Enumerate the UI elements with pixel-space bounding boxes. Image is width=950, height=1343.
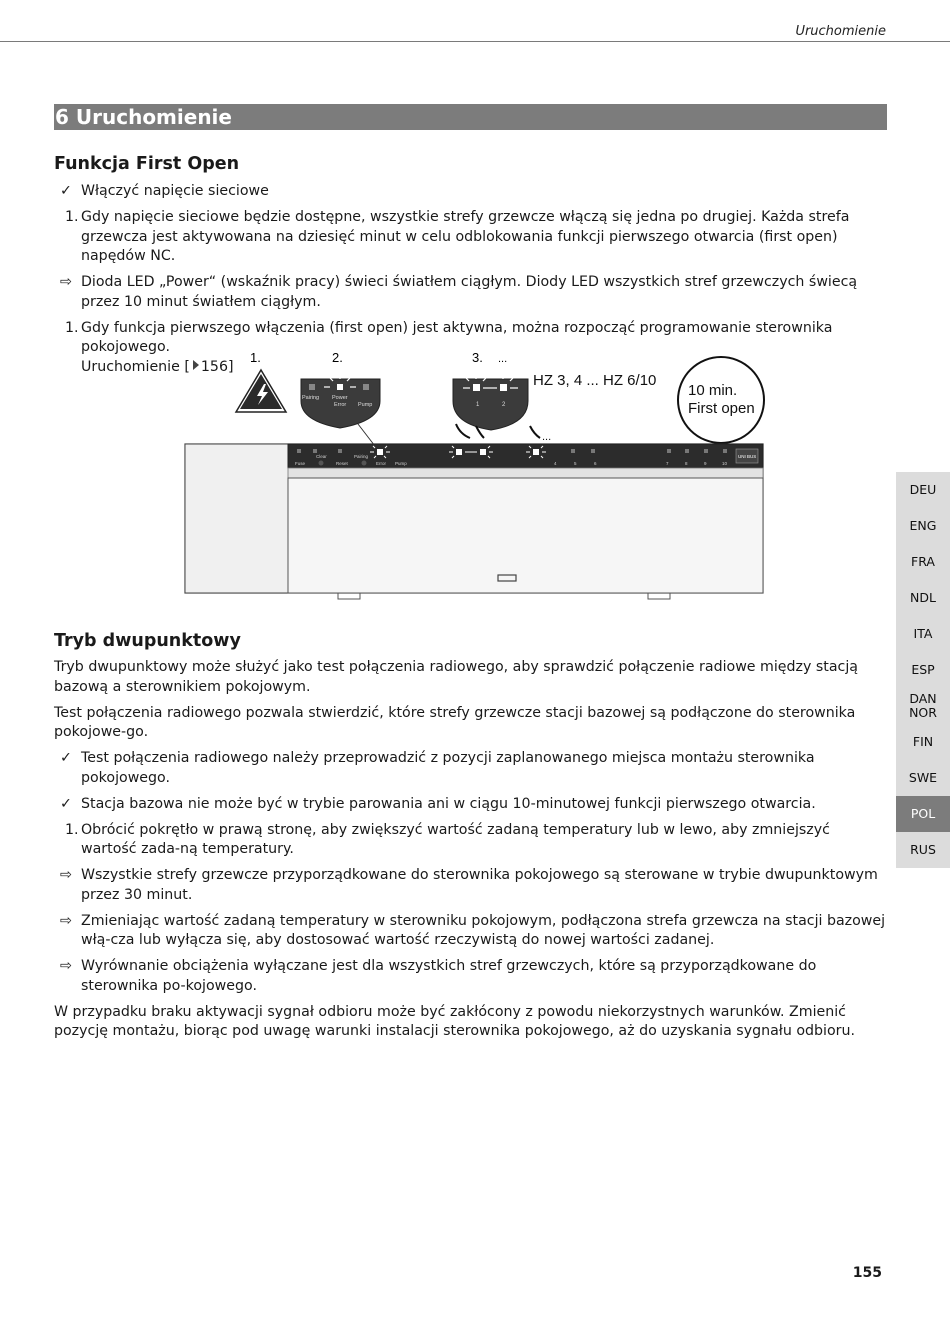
first-open-step2-text: Gdy funkcja pierwszego włączenia (first open) jest aktywna, można rozpocząć programowanie sterownika pokojowego. [81, 319, 833, 355]
step-number: 1. [65, 319, 79, 336]
timer-mode: First open [688, 400, 755, 417]
device-zone-label: 4 [554, 461, 557, 466]
two-point-heading: Tryb dwupunktowy [54, 631, 241, 651]
device-zone-label: 6 [594, 461, 597, 466]
two-point-result-text-3: Wyrównanie obciążenia wyłączane jest dla wszystkich stref grzewczych, które są przyporządkowane do sterownika po-kojowego. [81, 958, 817, 994]
base-station-device [185, 444, 763, 599]
first-open-result-text: Dioda LED „Power“ (wskaźnik pracy) świeci światłem ciągłym. Diody LED wszystkich stref grzewczych świecą przez 10 minut światłem ciągłym. [81, 274, 858, 310]
result-arrow-icon: ⇨ [60, 958, 72, 974]
two-point-result-item [54, 866, 889, 905]
step-number: 1. [65, 821, 79, 838]
first-open-heading: Funkcja First Open [54, 154, 240, 174]
header-rule [0, 41, 950, 42]
device-pump-label: Pump [395, 461, 407, 466]
chapter-heading: 6 Uruchomienie [54, 104, 887, 130]
zoom-zone-1-label: 1 [476, 402, 480, 408]
zoom-bubble-status-leds [301, 373, 380, 428]
page-number: 155 [852, 1265, 882, 1281]
two-point-check-text: Test połączenia radiowego należy przeprowadzić z pozycji zaplanowanego miejsca montażu sterownika pokojowego. [81, 750, 815, 786]
language-tab-fra[interactable]: FRA [911, 554, 935, 569]
two-point-result-item-2 [54, 912, 889, 951]
running-title: Uruchomienie [795, 24, 886, 39]
device-logo: UNI BUS [738, 454, 757, 459]
device-zone-label: 5 [574, 461, 577, 466]
language-tab-fin[interactable]: FIN [912, 734, 934, 749]
check-mark-icon: ✓ [60, 750, 72, 766]
device-reset-label: Reset [336, 461, 348, 466]
first-open-check-item [54, 182, 889, 202]
device-error-label: Error [376, 461, 386, 466]
step-number: 1. [65, 209, 79, 225]
two-point-section [54, 630, 889, 1042]
language-tabs [896, 472, 950, 868]
cross-reference-text: Uruchomienie [ [81, 358, 190, 375]
first-open-result-item [54, 273, 889, 312]
base-station-figure [180, 346, 770, 608]
device-zone-label: 8 [685, 461, 688, 466]
two-point-step-text: Obrócić pokrętło w prawą stronę, aby zwiększyć wartość zadaną temperatury lub w lewo, aby zmniejszyć wartość zada-ną temperatury. [81, 821, 830, 857]
device-zone-label: 7 [666, 461, 669, 466]
device-fuse-label: Fuse [295, 461, 306, 466]
electric-hazard-icon [236, 370, 286, 412]
zoom-pump-label: Pump [358, 402, 373, 408]
check-mark-icon: ✓ [60, 795, 72, 812]
two-point-result-item-3 [54, 957, 889, 996]
language-tab-eng[interactable]: ENG [909, 518, 937, 533]
zoom-pairing-label: Pairing [302, 395, 320, 401]
figure-label-3: 3. [472, 350, 483, 365]
two-point-note: W przypadku braku aktywacji sygnał odbioru może być zakłócony z powodu niekorzystnych warunków. Zmienić pozycję montażu, biorąc pod uwagę warunki instalacji sterownika pokojowego, aż do uzyskania sygnału odbioru. [54, 1003, 855, 1039]
figure-label-1: 1. [250, 350, 261, 365]
result-arrow-icon: ⇨ [60, 274, 72, 290]
first-open-step-text: Gdy napięcie sieciowe będzie dostępne, wszystkie strefy grzewcze włączą się jedna po drugiej. Każda strefa grzewcza jest aktywowana na dziesięć minut w celu odblokowania funkcji pierwszego otwarcia (first open) napędów NC. [81, 209, 850, 264]
figure-label-2: 2. [332, 350, 343, 365]
zoom-error-label: Error [334, 402, 347, 408]
two-point-step-item [54, 821, 889, 860]
device-clear-label: Clear [316, 454, 327, 459]
zoom-bubble-zone-leds [453, 374, 528, 430]
check-mark-icon: ✓ [60, 183, 72, 199]
two-point-test-description: Test połączenia radiowego pozwala stwierdzić, które strefy grzewcze stacji bazowej są podłączone do sterownika pokojowe-go. [54, 704, 856, 740]
language-tab-dan-nor[interactable]: DAN NOR [909, 691, 937, 720]
zone-range-label: HZ 3, 4 ... HZ 6/10 [533, 372, 657, 389]
two-point-check-item-2 [54, 795, 889, 815]
language-tab-rus[interactable]: RUS [910, 842, 936, 857]
timer-duration: 10 min. [688, 382, 738, 399]
language-tab-pol[interactable]: POL [896, 796, 950, 832]
language-tab-esp[interactable]: ESP [911, 662, 935, 677]
language-tab-ndl[interactable]: NDL [910, 590, 936, 605]
language-tab-swe[interactable]: SWE [908, 770, 938, 785]
two-point-check-item [54, 749, 889, 788]
arrows-more-label: ... [542, 431, 552, 443]
first-open-section [54, 153, 889, 377]
device-zone-label: 9 [704, 461, 707, 466]
first-open-check-text: Włączyć napięcie sieciowe [81, 183, 269, 199]
device-zone-label: 10 [722, 461, 728, 466]
language-tab-deu[interactable]: DEU [909, 482, 937, 497]
first-open-step-item [54, 208, 889, 267]
result-arrow-icon: ⇨ [60, 912, 72, 929]
language-tab-ita[interactable]: ITA [913, 626, 933, 641]
two-point-result-text: Wszystkie strefy grzewcze przyporządkowane do sterownika pokojowego są sterowane w trybie dwupunktowym przez 30 minut. [81, 867, 878, 903]
two-point-intro: Tryb dwupunktowy może służyć jako test połączenia radiowego, aby sprawdzić połączenie radiowe między stacją bazową a sterownikiem pokojowym. [54, 659, 858, 695]
cross-reference-page[interactable]: 156] [200, 358, 234, 375]
two-point-result-text-2: Zmieniając wartość zadaną temperatury w sterowniku pokojowym, podłączona strefa grzewcza na stacji bazowej włą-cza lub wyłącza się, aby dostosować wartość rzeczywistą do nowej wartości zadanej. [81, 912, 886, 948]
result-arrow-icon: ⇨ [60, 867, 72, 883]
zoom-zone-2-label: 2 [502, 402, 506, 408]
two-point-check-text-2: Stacja bazowa nie może być w trybie parowania ani w ciągu 10-minutowej funkcji pierwszego otwarcia. [81, 795, 816, 812]
zoom-power-label: Power [332, 395, 348, 401]
timer-callout [678, 357, 764, 443]
device-pairing-label: Pairing [354, 454, 369, 459]
figure-label-3-more: ... [498, 353, 508, 365]
